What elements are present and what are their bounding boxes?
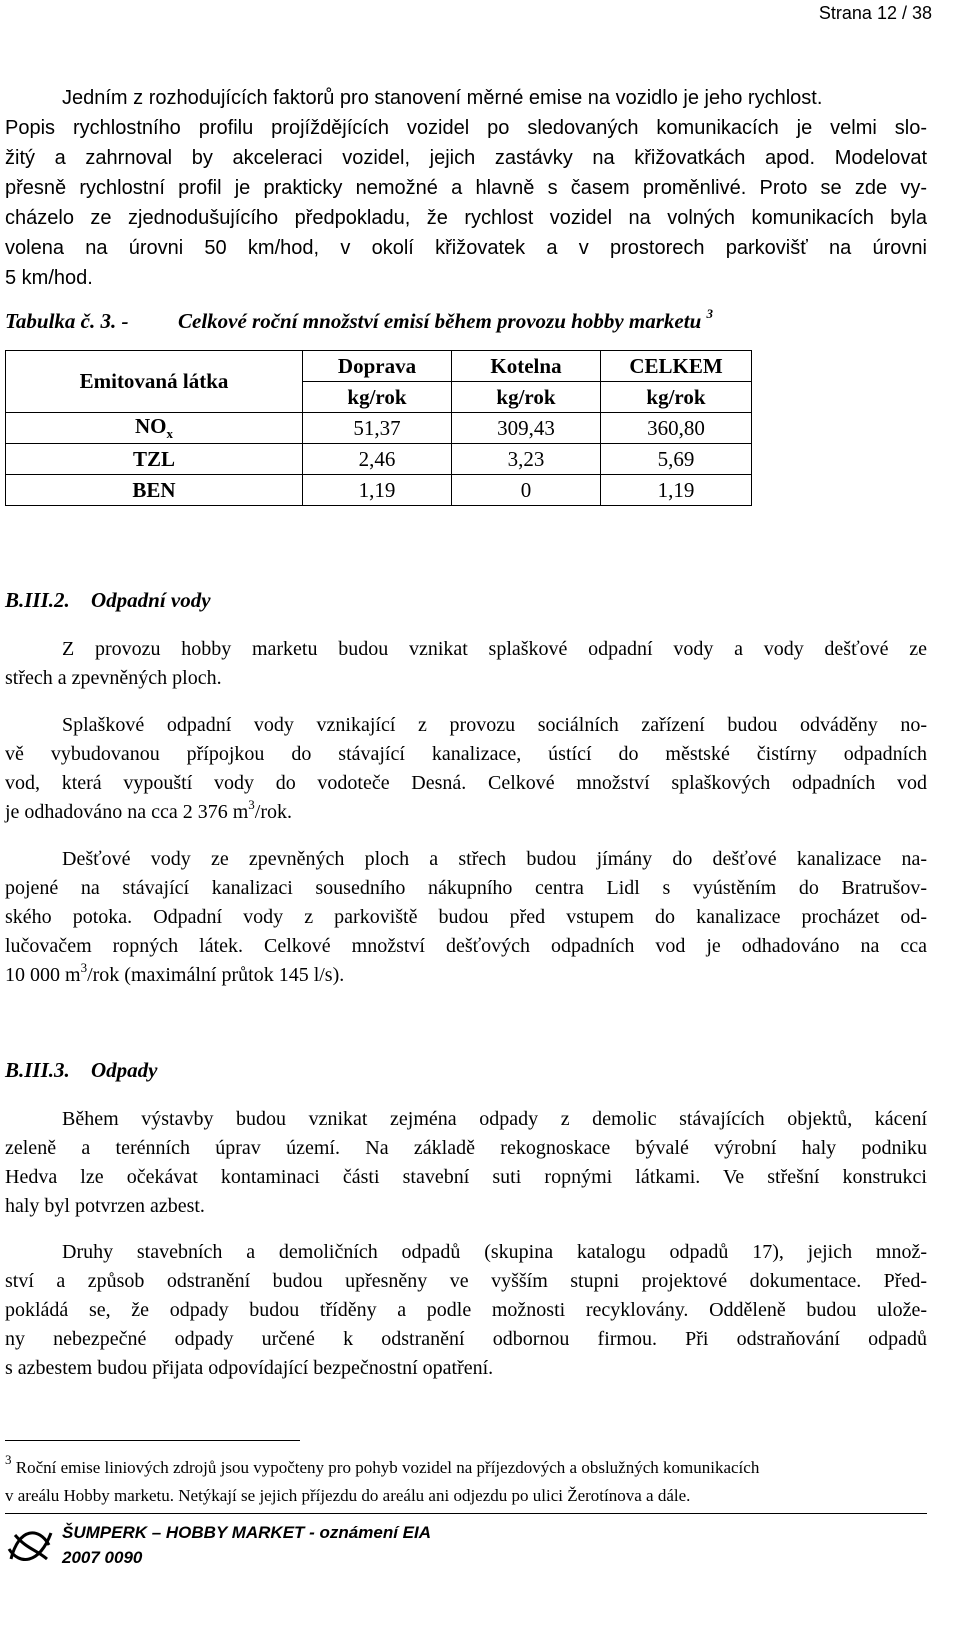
text-line: Dešťové vody ze zpevněných ploch a střech budou jímány do dešťové kanalizace na- [62,848,927,870]
text-line: zeleně a terénních úprav území. Na základě rekognoskace bývalé výrobní haly podniku [5,1137,927,1159]
section-title: Odpady [91,1058,158,1082]
text-fragment: je odhadováno na cca 2 376 m [5,801,249,823]
text-line: Splaškové odpadní vody vznikající z provozu sociálních zařízení budou odváděny no- [62,714,927,736]
section-number: B.III.2. [5,588,70,612]
text-line: Hedva lze očekávat kontaminaci části stavební suti ropnými látkami. Ve střešní konstrukci [5,1166,927,1188]
value-cell: 1,19 [303,475,452,506]
substance-cell: TZL [6,444,303,475]
text-line: Druhy stavebních a demoličních odpadů (skupina katalogu odpadů 17), jejich množ- [62,1241,927,1263]
waste-paragraph-2 [5,1238,927,1383]
footnote-mark: 3 [5,1452,12,1467]
value-cell: 0 [452,475,601,506]
value-cell: 309,43 [452,413,601,444]
text-line: volena na úrovni 50 km/hod, v okolí křižovatek a v prostorech parkovišť na úrovni [5,237,927,259]
text-line: pokládá se, že odpady budou tříděny a podle možnosti recyklovány. Odděleně budou ulože- [5,1299,927,1321]
text-line: Během výstavby budou vznikat zejména odpady z demolic stávajících objektů, kácení [62,1108,927,1130]
text-line: Jedním z rozhodujících faktorů pro stanovení měrné emise na vozidlo je jeho rychlost. [62,87,823,109]
value-cell: 2,46 [303,444,452,475]
waste-paragraph-1 [5,1105,927,1221]
table-row [6,444,752,475]
water-paragraph-1 [5,635,927,693]
emissions-table [5,350,752,506]
section-heading-water [5,585,211,615]
superscript: 3 [248,797,255,812]
text-line: s azbestem budou přijata odpovídající bezpečnostní opatření. [5,1357,494,1379]
substance-subscript: x [166,426,173,442]
value-cell: 3,23 [452,444,601,475]
table-caption-text: Celkové roční množství emisí během provozu hobby marketu [178,309,702,333]
text-line: ny nebezpečné odpady určené k odstranění odbornou firmou. Při odstraňování odpadů [5,1328,927,1350]
intro-paragraph [5,83,927,293]
section-title: Odpadní vody [91,588,211,612]
footer-text [62,1520,431,1570]
footer-title: ŠUMPERK – HOBBY MARKET - oznámení EIA [62,1523,432,1542]
text-line [5,961,927,990]
text-line: Z provozu hobby marketu budou vznikat splaškové odpadní vody a vody dešťové ze [62,638,927,660]
text-line: lučovačem ropných látek. Celkové množství dešťových odpadních vod je odhadováno na cca [5,935,927,957]
text-line: vě vybudovanou přípojkou do stávající kanalizace, ústící do městské čistírny odpadních [5,743,927,765]
header-substance: Emitovaná látka [6,351,303,413]
text-line: ského potoka. Odpadní vody z parkoviště budou před vstupem do kanalizace procházet od- [5,906,927,928]
header-doprava: Doprava [303,351,452,382]
footer-separator [5,1513,927,1514]
table-header-row [6,351,752,382]
text-line: vod, která vypouští vody do vodoteče Desná. Celkové množství splaškových odpadních vod [5,772,927,794]
substance-cell [6,413,303,444]
text-line: Popis rychlostního profilu projíždějících vozidel po sledovaných komunikacích je velmi slo- [5,117,927,139]
value-cell: 360,80 [601,413,752,444]
substance-name: NO [135,413,167,438]
unit-celkem: kg/rok [601,382,752,413]
header-celkem: CELKEM [601,351,752,382]
text-line [5,798,927,827]
footnote-line [5,1454,920,1482]
company-logo-icon [5,1519,55,1569]
table-caption-label: Tabulka č. 3. - [5,309,129,333]
text-line: 5 km/hod. [5,267,93,289]
footnote-separator [5,1440,300,1441]
footer-code: 2007 0090 [62,1548,143,1567]
footnote-text: Roční emise liniových zdrojů jsou vypočteny pro pohyb vozidel na příjezdových a obslužných komunikacích [15,1458,760,1477]
value-cell: 51,37 [303,413,452,444]
table-row [6,413,752,444]
section-number: B.III.3. [5,1058,70,1082]
page-number: Strana 12 / 38 [818,3,932,23]
water-paragraph-3 [5,845,927,990]
footnote [5,1454,920,1510]
text-line: pojené na stávající kanalizaci sousedního nákupního centra Lidl s vyústěním do Bratrušov- [5,877,927,899]
section-heading-waste [5,1055,158,1085]
text-fragment: /rok. [254,801,292,823]
table-row [6,475,752,506]
superscript: 3 [80,960,88,975]
value-cell: 1,19 [601,475,752,506]
substance-cell: BEN [6,475,303,506]
footnote-ref: 3 [706,306,713,321]
footnote-line: v areálu Hobby marketu. Netýkají se jejich příjezdu do areálu ani odjezdu po ulici Žerotínova a dále. [5,1486,691,1505]
table-caption [5,306,935,336]
text-line: střech a zpevněných ploch. [5,667,222,689]
unit-kotelna: kg/rok [452,382,601,413]
header-kotelna: Kotelna [452,351,601,382]
text-fragment: 10 000 m [5,964,81,986]
text-fragment: /rok (maximální průtok 145 l/s). [87,964,345,986]
text-line: haly byl potvrzen azbest. [5,1195,205,1217]
value-cell: 5,69 [601,444,752,475]
text-line: žitý a zahrnoval by akceleraci vozidel, jejich zastávky na křižovatkách apod. Modelovat [5,147,927,169]
text-line: přesně rychlostní profil je prakticky nemožné a hlavně s časem proměnlivé. Proto se zde vy- [5,177,927,199]
text-line: cházelo ze zjednodušujícího předpokladu, že rychlost vozidel na volných komunikacích byla [5,207,927,229]
unit-doprava: kg/rok [303,382,452,413]
water-paragraph-2 [5,711,927,827]
text-line: ství a způsob odstranění budou upřesněny ve vyšším stupni projektové dokumentace. Před- [5,1270,927,1292]
